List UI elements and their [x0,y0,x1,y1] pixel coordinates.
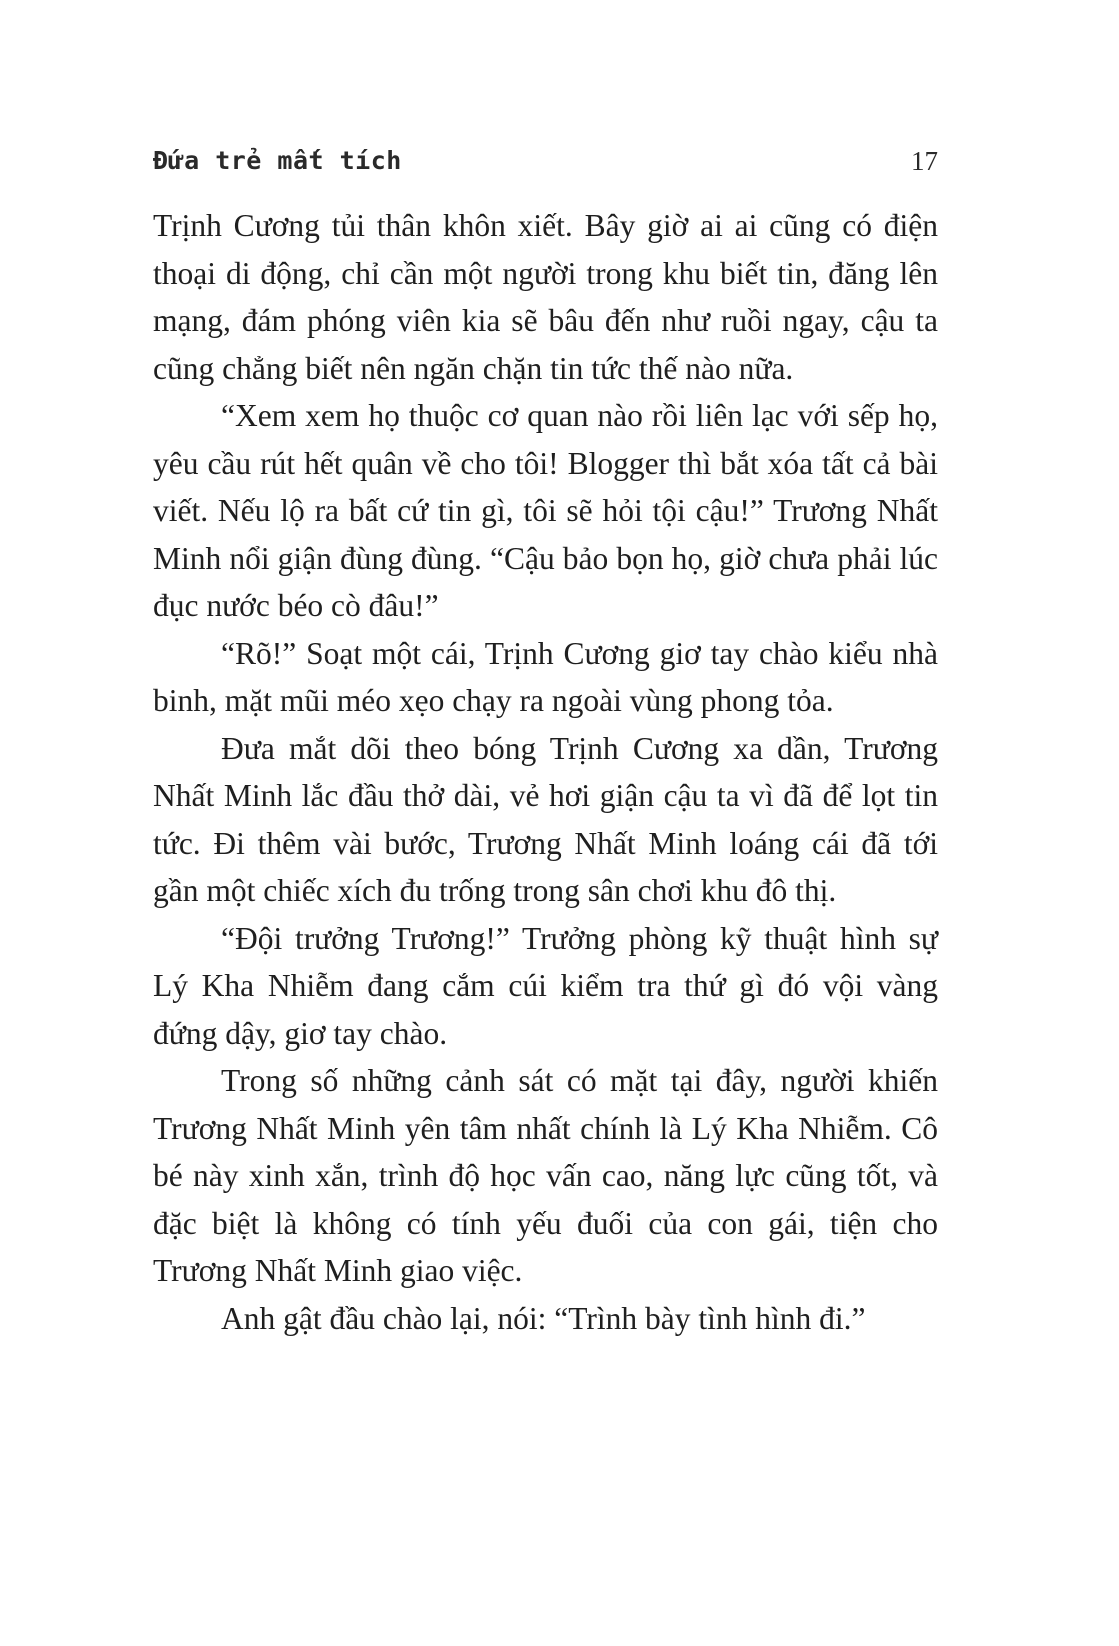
paragraph: “Rõ!” Soạt một cái, Trịnh Cương giơ tay chào kiểu nhà binh, mặt mũi méo xẹo chạy ra ngoài vùng phong tỏa. [153,635,938,718]
paragraph: Trịnh Cương tủi thân khôn xiết. Bây giờ ai ai cũng có điện thoại di động, chỉ cần một người trong khu biết tin, đăng lên mạng, đám phóng viên kia sẽ bâu đến như ruồi ngay, cậu ta cũng chẳng biết nên ngăn chặn tin tức thế nào nữa. [153,208,938,386]
running-title: Đứa trẻ mất tích [153,146,402,175]
page-number: 17 [911,146,938,176]
paragraph: Đưa mắt dõi theo bóng Trịnh Cương xa dần, Trương Nhất Minh lắc đầu thở dài, vẻ hơi giận cậu ta vì đã để lọt tin tức. Đi thêm vài bước, Trương Nhất Minh loáng cái đã tới gần một chiếc xích đu trống trong sân chơi khu đô thị. [153,730,938,908]
body-text [153,202,938,1342]
paragraph: “Đội trưởng Trương!” Trưởng phòng kỹ thuật hình sự Lý Kha Nhiễm đang cắm cúi kiểm tra thứ gì đó vội vàng đứng dậy, giơ tay chào. [153,920,938,1051]
running-header [153,146,938,180]
paragraph: Anh gật đầu chào lại, nói: “Trình bày tình hình đi.” [221,1300,866,1336]
paragraph: “Xem xem họ thuộc cơ quan nào rồi liên lạc với sếp họ, yêu cầu rút hết quân về cho tôi! Blogger thì bắt xóa tất cả bài viết. Nếu lộ ra bất cứ tin gì, tôi sẽ hỏi tội cậu!” Trương Nhất Minh nổi giận đùng đùng. “Cậu bảo bọn họ, giờ chưa phải lúc đục nước béo cò đâu!” [153,398,938,623]
paragraph: Trong số những cảnh sát có mặt tại đây, người khiến Trương Nhất Minh yên tâm nhất chính là Lý Kha Nhiễm. Cô bé này xinh xắn, trình độ học vấn cao, năng lực cũng tốt, và đặc biệt là không có tính yếu đuối của con gái, tiện cho Trương Nhất Minh giao việc. [153,1063,938,1288]
